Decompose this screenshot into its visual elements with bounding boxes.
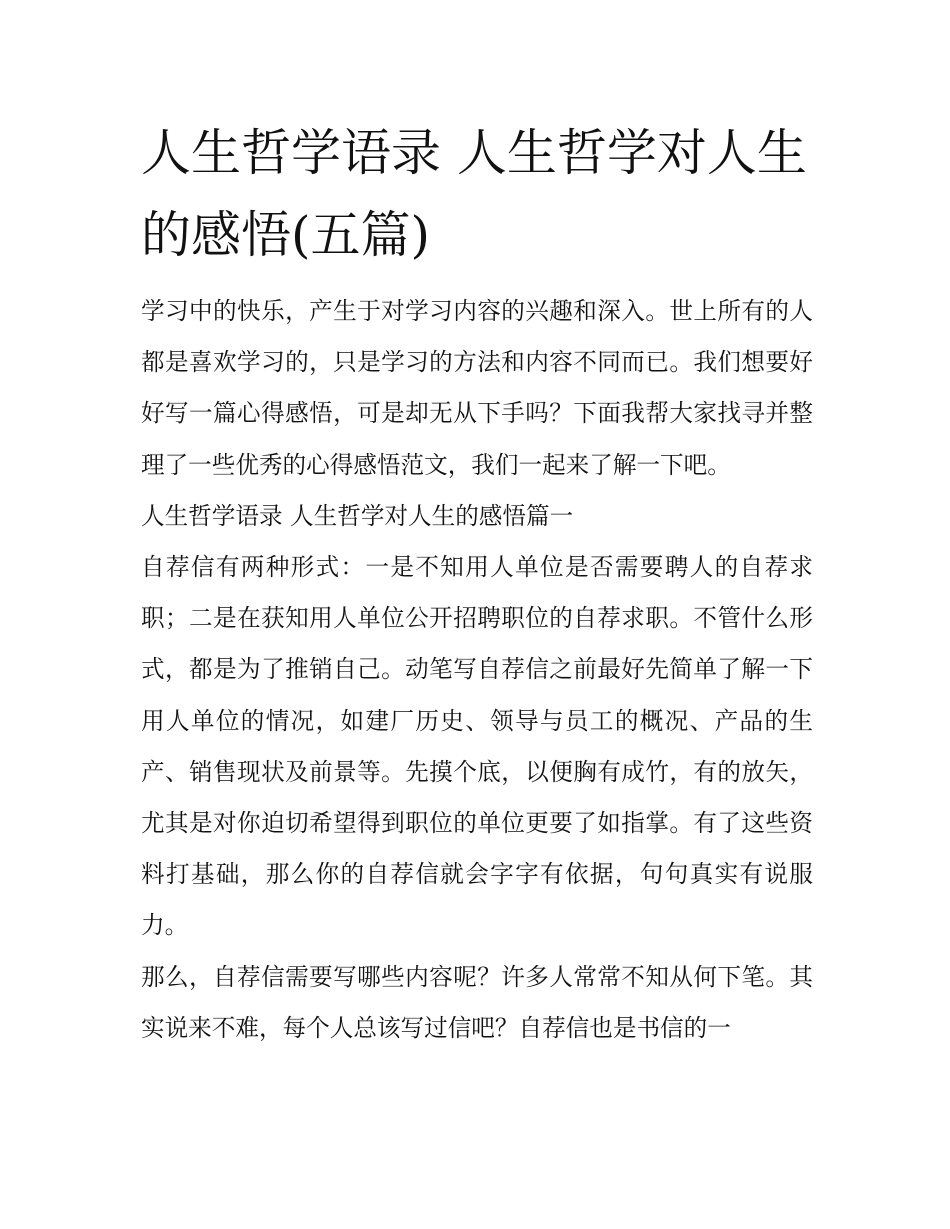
section-heading: 人生哲学语录 人生哲学对人生的感悟篇一 <box>141 501 574 530</box>
body-paragraph: 那么，自荐信需要写哪些内容呢？许多人常常不知从何下笔。其实说来不难，每个人总该写过信吧？自荐信也是书信的一 <box>141 962 813 1042</box>
document-title: 人生哲学语录 人生哲学对人生的感悟(五篇) <box>141 124 807 264</box>
intro-paragraph: 学习中的快乐，产生于对学习内容的兴趣和深入。世上所有的人都是喜欢学习的，只是学习的方法和内容不同而已。我们想要好好写一篇心得感悟，可是却无从下手吗？下面我帮大家找寻并整理了一些优秀的心得感悟范文，我们一起来了解一下吧。 <box>141 297 813 479</box>
document-body <box>141 112 813 1054</box>
body-paragraph: 自荐信有两种形式：一是不知用人单位是否需要聘人的自荐求职；二是在获知用人单位公开招聘职位的自荐求职。不管什么形式，都是为了推销自己。动笔写自荐信之前最好先简单了解一下用人单位的情况，如建厂历史、领导与员工的概况、产品的生产、销售现状及前景等。先摸个底，以便胸有成竹，有的放矢，尤其是对你迫切希望得到职位的单位更要了如指掌。有了这些资料打基础，那么你的自荐信就会字字有依据，句句真实有说服力。 <box>141 553 813 940</box>
